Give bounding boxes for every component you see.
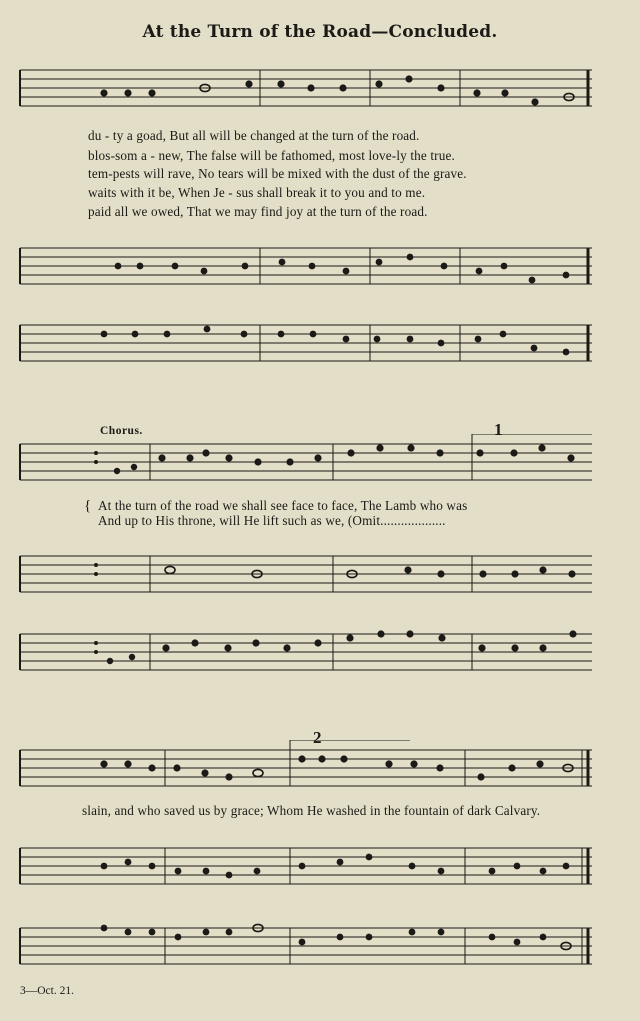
chorus-lyric-line-1: At the turn of the road we shall see face to face, The Lamb who was	[98, 498, 468, 513]
page-footer: 3—Oct. 21.	[20, 985, 74, 997]
system2-treble-staff	[0, 434, 640, 492]
first-ending-number: 1	[494, 420, 503, 439]
chorus-brace: {	[84, 498, 92, 514]
system2-alto-staff	[0, 546, 640, 604]
verse-lyric-line-1: du - ty a goad, But all will be changed at the turn of the road.	[88, 128, 420, 143]
chorus-lyric-line-2: And up to His throne, will He lift such as we, (Omit...................	[98, 513, 446, 528]
final-lyric-line: slain, and who saved us by grace; Whom He washed in the fountain of dark Calvary.	[82, 803, 541, 818]
chorus-label: Chorus.	[100, 425, 143, 437]
verse-lyric-line-5: paid all we owed, That we may find joy at the turn of the road.	[88, 204, 428, 219]
second-ending-number: 2	[313, 728, 322, 747]
system3-alto-staff	[0, 838, 640, 893]
system1-bass-staff	[0, 315, 640, 370]
system3-treble-staff	[0, 740, 640, 795]
verse-lyric-line-4: waits with it be, When Je - sus shall break it to you and to me.	[88, 185, 426, 200]
system1-treble-staff	[0, 60, 640, 115]
verse-lyric-line-2: blos-som a - new, The false will be fathomed, most love-ly the true.	[88, 148, 455, 163]
system3-bass-staff	[0, 918, 640, 973]
system2-bass-staff	[0, 624, 640, 682]
page-title: At the Turn of the Road—Concluded.	[142, 22, 498, 42]
system1-alto-staff	[0, 238, 640, 293]
verse-lyric-line-3: tem-pests will rave, No tears will be mixed with the dust of the grave.	[88, 166, 467, 181]
